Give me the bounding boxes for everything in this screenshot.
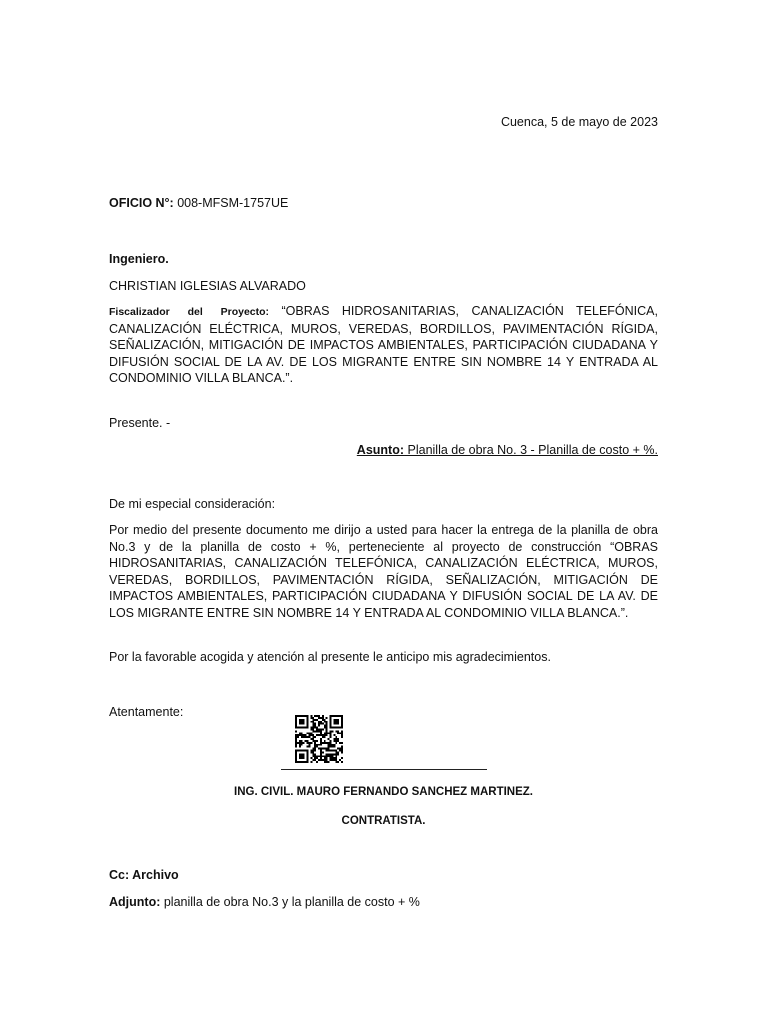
qr-code-graphic <box>294 715 344 763</box>
attachment-line <box>109 894 420 911</box>
signatory-name: ING. CIVIL. MAURO FERNANDO SANCHEZ MARTINEZ. <box>234 786 533 798</box>
subject-label: Asunto: <box>356 443 405 457</box>
salutation-title: Ingeniero. <box>109 252 169 266</box>
attachment-text: planilla de obra No.3 y la planilla de costo + % <box>163 895 420 909</box>
recipient-role <box>109 303 658 387</box>
closing-thanks: Por la favorable acogida y atención al presente le anticipo mis agradecimientos. <box>109 650 551 664</box>
body-paragraph: Por medio del presente documento me dirijo a usted para hacer la entrega de la planilla de obra No.3 y de la planilla de costo + %, perteneciente al proyecto de construcción “OBRAS HIDROSANITARIAS, CANALIZACIÓN TELEFÓNICA, CANALIZACIÓN ELÉCTRICA, MUROS, VEREDAS, BORDILLOS, PAVIMENTACIÓN RÍGIDA, SEÑALIZACIÓN, MITIGACIÓN DE IMPACTOS AMBIENTALES, PARTICIPACIÓN CIUDADANA Y DIFUSIÓN SOCIAL DE LA AV. DE LOS MIGRANTE ENTRE SIN NOMBRE 14 Y ENTRADA AL CONDOMINIO VILLA BLANCA.”. <box>109 523 658 620</box>
oficio-number: 008-MFSM-1757UE <box>177 196 289 210</box>
date-line: Cuenca, 5 de mayo de 2023 <box>500 115 658 129</box>
greeting: De mi especial consideración: <box>109 497 276 511</box>
cc-line: Cc: Archivo <box>109 868 179 882</box>
qr-code-icon <box>294 715 344 763</box>
recipient-role-label: Fiscalizador del Proyecto: <box>109 306 270 318</box>
valediction: Atentamente: <box>109 705 184 719</box>
recipient-role-text: “OBRAS HIDROSANITARIAS, CANALIZACIÓN TELEFÓNICA, CANALIZACIÓN ELÉCTRICA, MUROS, VEREDAS, BORDILLOS, PAVIMENTACIÓN RÍGIDA, SEÑALIZACIÓN, MITIGACIÓN DE IMPACTOS AMBIENTALES, PARTICIPACIÓN CIUDADANA Y DIFUSIÓN SOCIAL DE LA AV. DE LOS MIGRANTE ENTRE SIN NOMBRE 14 Y ENTRADA AL CONDOMINIO VILLA BLANCA.”. <box>109 304 658 385</box>
attachment-label: Adjunto: <box>109 895 161 909</box>
signatory-role: CONTRATISTA. <box>341 815 426 827</box>
presente-line: Presente. - <box>109 416 171 430</box>
subject-text: Planilla de obra No. 3 - Planilla de costo + %. <box>407 443 658 457</box>
signature-line <box>281 769 487 770</box>
subject-line <box>300 442 658 459</box>
recipient-name: CHRISTIAN IGLESIAS ALVARADO <box>109 279 306 293</box>
oficio-line <box>109 195 288 212</box>
oficio-label: OFICIO N°: <box>109 196 174 210</box>
